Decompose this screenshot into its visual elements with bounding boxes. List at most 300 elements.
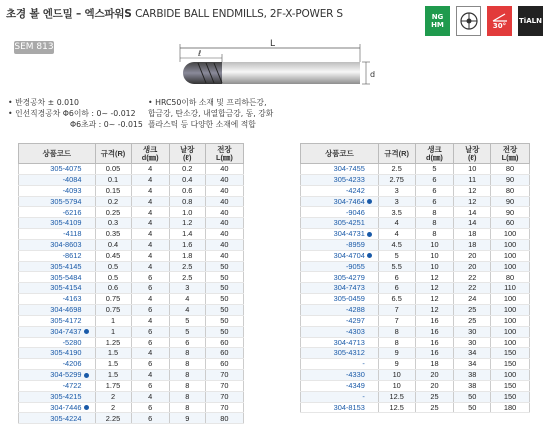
product-code: -4288 — [345, 305, 365, 315]
flute-cell: 34 — [454, 359, 491, 370]
table-row — [301, 218, 530, 229]
radius-cell: 6 — [378, 283, 415, 294]
flute-cell: 18 — [454, 239, 491, 250]
series-badge: SEM 813 — [14, 42, 54, 52]
length-cell: 100 — [491, 337, 530, 348]
length-cell: 150 — [491, 391, 530, 402]
code-cell — [19, 359, 96, 370]
table-row — [19, 391, 244, 402]
product-code: 305-0459 — [333, 294, 365, 304]
flute-cell: 2.5 — [169, 272, 205, 283]
shank-cell: 6 — [131, 283, 169, 294]
flute-cell: 4 — [169, 304, 205, 315]
product-code: 305-4233 — [333, 174, 365, 184]
product-code: 304-7437 — [50, 326, 82, 336]
length-cell: 70 — [205, 370, 243, 381]
table-row — [301, 261, 530, 272]
code-cell — [301, 283, 379, 294]
radius-cell: 0.3 — [95, 218, 131, 229]
product-code: -5280 — [62, 337, 82, 347]
product-code: 305-4109 — [50, 218, 82, 228]
header-code: 상품코드 — [19, 144, 96, 164]
shank-cell: 10 — [415, 250, 454, 261]
header-shank: 생크 d(㎜) — [131, 144, 169, 164]
product-code: -4297 — [345, 315, 365, 325]
flute-cell: 8 — [169, 391, 205, 402]
radius-cell: 0.25 — [95, 207, 131, 218]
product-code: 304-4698 — [50, 305, 82, 315]
table-row — [19, 294, 244, 305]
header-shank: 생크 d(㎜) — [415, 144, 454, 164]
diameter-label: d — [370, 70, 376, 79]
table-row — [301, 272, 530, 283]
shank-cell: 4 — [131, 164, 169, 175]
code-cell — [19, 326, 96, 337]
flute-cell: 0.8 — [169, 196, 205, 207]
shank-cell: 4 — [131, 261, 169, 272]
product-code: -4093 — [62, 185, 82, 195]
product-code: 305-4075 — [50, 164, 82, 174]
radius-cell: 6 — [378, 272, 415, 283]
radius-cell: 1.25 — [95, 337, 131, 348]
header-code: 상품코드 — [301, 144, 379, 164]
shank-cell: 4 — [131, 348, 169, 359]
radius-cell: 4.5 — [378, 239, 415, 250]
radius-cell: 2.5 — [378, 164, 415, 175]
product-code: 305-4224 — [50, 413, 82, 423]
code-cell — [301, 391, 379, 402]
product-code: 304-4713 — [333, 337, 365, 347]
code-cell — [301, 250, 379, 261]
stock-dot-icon — [367, 199, 372, 204]
radius-cell: 4 — [378, 229, 415, 240]
length-cell: 100 — [491, 239, 530, 250]
table-row — [301, 304, 530, 315]
product-code: 304-8603 — [50, 240, 82, 250]
radius-cell: 0.5 — [95, 272, 131, 283]
code-cell — [19, 261, 96, 272]
flute-cell: 34 — [454, 348, 491, 359]
product-code: -8959 — [345, 240, 365, 250]
flute-cell: 8 — [169, 380, 205, 391]
radius-cell: 1.75 — [95, 380, 131, 391]
flute-cell: 12 — [454, 185, 491, 196]
code-cell — [19, 337, 96, 348]
code-cell — [19, 174, 96, 185]
length-cell: 80 — [491, 164, 530, 175]
product-code: -9055 — [345, 261, 365, 271]
radius-cell: 12.5 — [378, 402, 415, 413]
product-code: 305-4251 — [333, 218, 365, 228]
header-flute: 날장 (ℓ) — [169, 144, 205, 164]
table-row — [301, 185, 530, 196]
flute-cell: 25 — [454, 315, 491, 326]
radius-cell: 8 — [378, 326, 415, 337]
header-radius: 규격(R) — [378, 144, 415, 164]
product-code: 305-4154 — [50, 283, 82, 293]
length-cell: 80 — [205, 413, 243, 424]
shank-cell: 10 — [415, 261, 454, 272]
length-cell: 50 — [205, 326, 243, 337]
shank-cell: 16 — [415, 315, 454, 326]
radius-cell: 0.75 — [95, 294, 131, 305]
flute-cell: 30 — [454, 337, 491, 348]
product-code: 304-7455 — [333, 164, 365, 174]
length-cell: 100 — [491, 315, 530, 326]
flute-cell: 14 — [454, 218, 491, 229]
shank-cell: 4 — [131, 370, 169, 381]
flute-cell: 2.5 — [169, 261, 205, 272]
length-cell: 50 — [205, 283, 243, 294]
length-cell: 40 — [205, 164, 243, 175]
radius-cell: 0.45 — [95, 250, 131, 261]
flute-cell: 20 — [454, 250, 491, 261]
table-row — [19, 337, 244, 348]
shank-cell: 16 — [415, 348, 454, 359]
product-code: -4163 — [62, 294, 82, 304]
table-row — [19, 174, 244, 185]
product-code: -4242 — [345, 185, 365, 195]
stock-dot-icon — [84, 405, 89, 410]
table-row — [19, 380, 244, 391]
code-cell — [19, 304, 96, 315]
radius-cell: 9 — [378, 359, 415, 370]
product-code: 305-4172 — [50, 315, 82, 325]
note-line: 플라스틱 등 다양한 소재에 적합 — [148, 119, 256, 129]
shank-cell: 16 — [415, 337, 454, 348]
table-row — [19, 315, 244, 326]
helix-angle-value: 30° — [492, 22, 507, 30]
product-code: 304-8153 — [333, 402, 365, 412]
product-code: -4084 — [62, 174, 82, 184]
length-cell: 90 — [491, 207, 530, 218]
table-row — [19, 185, 244, 196]
length-cell: 100 — [491, 304, 530, 315]
flute-cell: 1.2 — [169, 218, 205, 229]
code-cell — [19, 283, 96, 294]
radius-cell: 1.5 — [95, 348, 131, 359]
table-row — [19, 239, 244, 250]
note-line: 합금강, 탄소강, 내열합금강, 동, 강화 — [148, 108, 274, 118]
flute-cell: 30 — [454, 326, 491, 337]
radius-cell: 2 — [95, 402, 131, 413]
radius-cell: 1 — [95, 326, 131, 337]
shank-cell: 16 — [415, 326, 454, 337]
table-row — [19, 196, 244, 207]
shank-cell: 4 — [131, 239, 169, 250]
shank-cell: 6 — [415, 174, 454, 185]
flute-cell: 20 — [454, 261, 491, 272]
code-cell — [301, 218, 379, 229]
shank-cell: 6 — [131, 402, 169, 413]
length-label: L — [270, 39, 276, 49]
product-code: 304-5299 — [50, 370, 82, 380]
length-cell: 60 — [205, 359, 243, 370]
product-code: 304-7464 — [333, 196, 365, 206]
length-cell: 70 — [205, 380, 243, 391]
radius-cell: 0.05 — [95, 164, 131, 175]
radius-cell: 0.5 — [95, 261, 131, 272]
product-code: 305-4190 — [50, 348, 82, 358]
radius-cell: 0.2 — [95, 196, 131, 207]
flute-cell: 6 — [169, 337, 205, 348]
product-code: -4330 — [345, 370, 365, 380]
flute-cell: 5 — [169, 315, 205, 326]
length-cell: 50 — [205, 304, 243, 315]
table-row — [301, 239, 530, 250]
shank-cell: 12 — [415, 283, 454, 294]
product-code: 305-5484 — [50, 272, 82, 282]
product-code: 304-7473 — [333, 283, 365, 293]
flute-cell: 3 — [169, 283, 205, 294]
product-code: - — [362, 391, 365, 401]
length-cell: 40 — [205, 218, 243, 229]
code-cell — [301, 348, 379, 359]
product-code: 304-4731 — [333, 229, 365, 239]
flute-cell: 22 — [454, 283, 491, 294]
shank-cell: 6 — [131, 380, 169, 391]
flute-cell: 22 — [454, 272, 491, 283]
radius-cell: 0.75 — [95, 304, 131, 315]
radius-cell: 1 — [95, 315, 131, 326]
radius-cell: 9 — [378, 348, 415, 359]
table-row — [301, 283, 530, 294]
shank-cell: 8 — [415, 207, 454, 218]
table-row — [301, 380, 530, 391]
shank-cell: 18 — [415, 359, 454, 370]
shank-cell: 4 — [131, 391, 169, 402]
radius-cell: 0.15 — [95, 185, 131, 196]
product-code: 304-7446 — [50, 402, 82, 412]
table-row — [19, 218, 244, 229]
length-cell: 100 — [491, 261, 530, 272]
code-cell — [301, 370, 379, 381]
shank-cell: 6 — [415, 185, 454, 196]
code-cell — [19, 250, 96, 261]
shank-cell: 4 — [131, 315, 169, 326]
product-code: -4206 — [62, 359, 82, 369]
table-row — [19, 348, 244, 359]
length-cell: 70 — [205, 402, 243, 413]
code-cell — [19, 272, 96, 283]
radius-cell: 1.5 — [95, 370, 131, 381]
flute-cell: 1.0 — [169, 207, 205, 218]
radius-cell: 10 — [378, 380, 415, 391]
code-cell — [301, 402, 379, 413]
product-code: 305-5794 — [50, 196, 82, 206]
application-notes — [148, 98, 273, 130]
code-cell — [19, 239, 96, 250]
product-code: 305-4279 — [333, 272, 365, 282]
length-cell: 40 — [205, 196, 243, 207]
flute-length-label: ℓ — [198, 49, 202, 58]
stock-dot-icon — [84, 373, 89, 378]
helix-angle-icon — [487, 6, 512, 36]
product-code: - — [362, 359, 365, 369]
code-cell — [301, 239, 379, 250]
table-row — [301, 174, 530, 185]
shank-cell: 10 — [415, 239, 454, 250]
shank-cell: 25 — [415, 391, 454, 402]
product-code: -4722 — [62, 381, 82, 390]
radius-cell: 10 — [378, 370, 415, 381]
flute-cell: 18 — [454, 229, 491, 240]
length-cell: 40 — [205, 207, 243, 218]
product-code: -8612 — [62, 250, 82, 260]
title-korean: 초경 볼 엔드밀 – 엑스파워S — [6, 8, 132, 20]
flute-cell: 4 — [169, 294, 205, 305]
radius-cell: 4 — [378, 218, 415, 229]
shank-cell: 4 — [131, 218, 169, 229]
flute-cell: 5 — [169, 326, 205, 337]
table-row — [301, 370, 530, 381]
code-cell — [19, 218, 96, 229]
code-cell — [19, 229, 96, 240]
table-row — [19, 283, 244, 294]
shank-cell: 12 — [415, 272, 454, 283]
flute-cell: 11 — [454, 174, 491, 185]
flute-cell: 38 — [454, 380, 491, 391]
product-code: 305-4312 — [333, 348, 365, 358]
table-row — [19, 164, 244, 175]
flute-cell: 8 — [169, 370, 205, 381]
spec-table-left — [18, 143, 244, 424]
length-cell: 50 — [205, 315, 243, 326]
header-length: 전장 L(㎜) — [491, 144, 530, 164]
product-code: 304-4704 — [333, 250, 365, 260]
nghm-icon: NG HM — [425, 6, 450, 36]
length-cell: 40 — [205, 239, 243, 250]
table-row — [19, 229, 244, 240]
shank-cell: 4 — [131, 294, 169, 305]
table-row — [19, 359, 244, 370]
shank-cell: 20 — [415, 370, 454, 381]
stock-dot-icon — [367, 232, 372, 237]
shank-cell: 6 — [131, 304, 169, 315]
radius-cell: 0.1 — [95, 174, 131, 185]
code-cell — [301, 272, 379, 283]
product-code: -4118 — [63, 229, 82, 239]
length-cell: 50 — [205, 272, 243, 283]
length-cell: 100 — [491, 250, 530, 261]
table-row — [301, 207, 530, 218]
note-line: • 반경공차 ± 0.010 — [8, 98, 80, 107]
note-line: Φ6초과 : 0~ -0.015 — [70, 119, 143, 129]
coating-icon: TiALN — [518, 6, 543, 36]
table-row — [301, 294, 530, 305]
table-row — [301, 402, 530, 413]
length-cell: 90 — [491, 174, 530, 185]
tolerance-notes — [8, 98, 143, 130]
code-cell — [19, 294, 96, 305]
shank-cell: 12 — [415, 294, 454, 305]
length-cell: 60 — [205, 348, 243, 359]
table-row — [19, 326, 244, 337]
code-cell — [19, 402, 96, 413]
radius-cell: 0.35 — [95, 229, 131, 240]
radius-cell: 7 — [378, 304, 415, 315]
product-code: -9046 — [345, 207, 365, 217]
code-cell — [301, 229, 379, 240]
code-cell — [301, 196, 379, 207]
code-cell — [19, 196, 96, 207]
code-cell — [301, 174, 379, 185]
table-row — [19, 272, 244, 283]
length-cell: 100 — [491, 326, 530, 337]
length-cell: 40 — [205, 185, 243, 196]
code-cell — [301, 207, 379, 218]
code-cell — [301, 261, 379, 272]
code-cell — [301, 380, 379, 391]
shank-cell: 6 — [131, 326, 169, 337]
length-cell: 40 — [205, 174, 243, 185]
flute-cell: 50 — [454, 402, 491, 413]
code-cell — [301, 359, 379, 370]
shank-cell: 4 — [131, 250, 169, 261]
code-cell — [19, 370, 96, 381]
flute-cell: 14 — [454, 207, 491, 218]
code-cell — [19, 164, 96, 175]
code-cell — [19, 413, 96, 424]
length-cell: 80 — [491, 185, 530, 196]
length-cell: 150 — [491, 348, 530, 359]
table-row — [19, 304, 244, 315]
table-row — [19, 207, 244, 218]
code-cell — [301, 337, 379, 348]
length-cell: 50 — [205, 261, 243, 272]
header-flute: 날장 (ℓ) — [454, 144, 491, 164]
note-line: • 인선직경공차 Φ6이하 : 0~ -0.012 — [8, 108, 136, 118]
header-length: 전장 L(㎜) — [205, 144, 243, 164]
product-code: -4349 — [345, 381, 365, 390]
table-row — [301, 164, 530, 175]
code-cell — [19, 207, 96, 218]
shank-cell: 12 — [415, 304, 454, 315]
shank-cell: 4 — [131, 229, 169, 240]
header-radius: 규격(R) — [95, 144, 131, 164]
length-cell: 150 — [491, 359, 530, 370]
stock-dot-icon — [367, 253, 372, 258]
radius-cell: 1.5 — [95, 359, 131, 370]
radius-cell: 3.5 — [378, 207, 415, 218]
table-row — [301, 196, 530, 207]
radius-cell: 3 — [378, 196, 415, 207]
shank-cell: 5 — [415, 164, 454, 175]
shank-cell: 6 — [131, 413, 169, 424]
length-cell: 80 — [491, 272, 530, 283]
table-row — [301, 250, 530, 261]
flute-cell: 1.4 — [169, 229, 205, 240]
radius-cell: 0.4 — [95, 239, 131, 250]
table-row — [301, 337, 530, 348]
length-cell: 110 — [491, 283, 530, 294]
table-row — [19, 250, 244, 261]
length-cell: 50 — [205, 294, 243, 305]
radius-cell: 2.75 — [378, 174, 415, 185]
code-cell — [301, 315, 379, 326]
length-cell: 40 — [205, 229, 243, 240]
table-row — [19, 370, 244, 381]
flute-cell: 50 — [454, 391, 491, 402]
code-cell — [301, 164, 379, 175]
shank-cell: 8 — [415, 229, 454, 240]
product-code: -4303 — [345, 326, 365, 336]
table-row — [301, 326, 530, 337]
length-cell: 100 — [491, 294, 530, 305]
flute-cell: 0.4 — [169, 174, 205, 185]
shank-cell: 6 — [415, 196, 454, 207]
product-code: -6216 — [62, 207, 82, 217]
